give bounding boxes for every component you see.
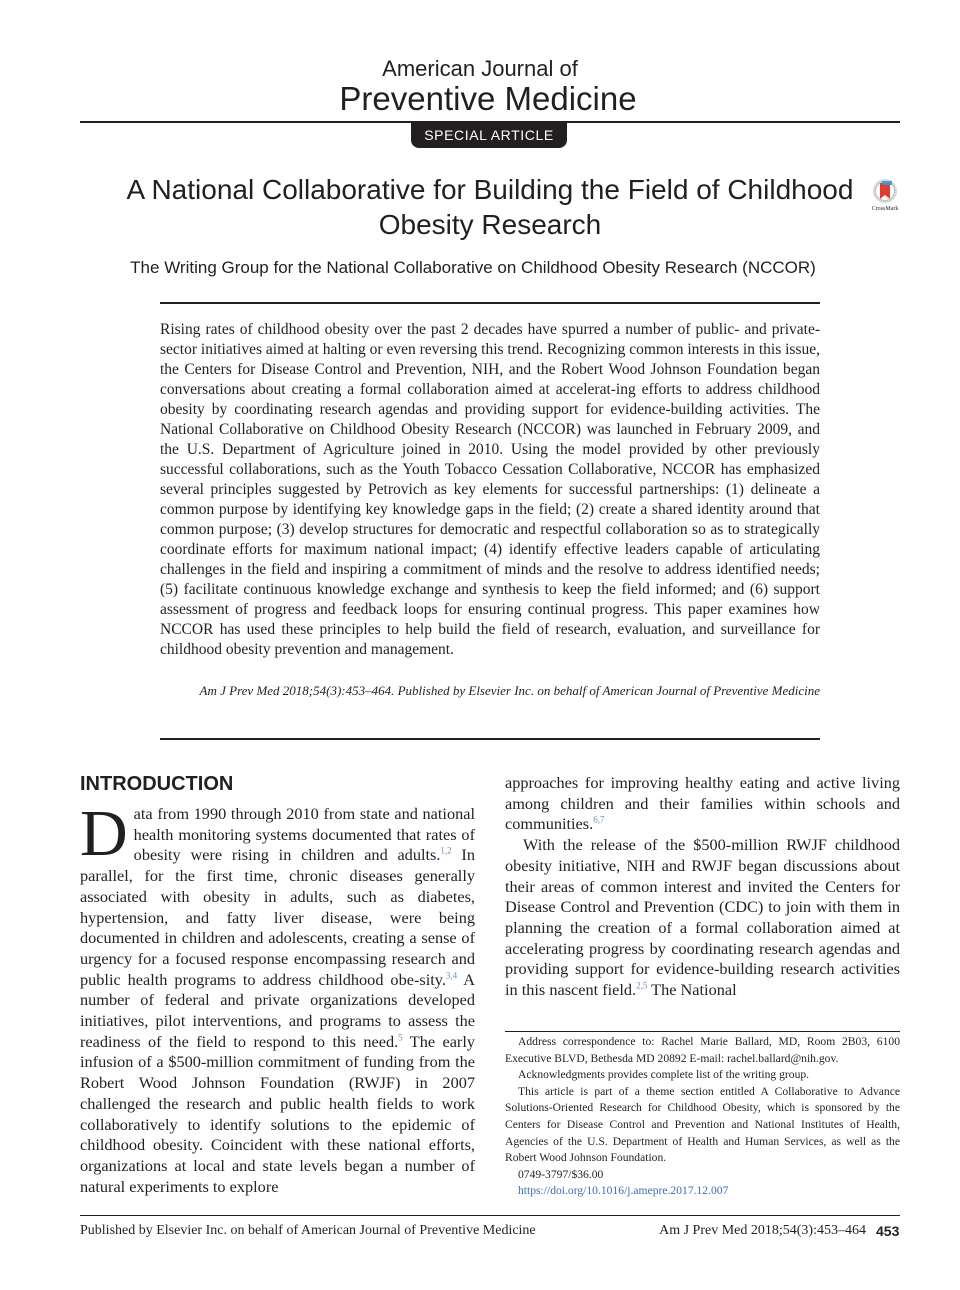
page-number: 453 [876, 1223, 900, 1239]
crossmark-label: CrossMark [871, 206, 899, 212]
footnote-issn: 0749-3797/$36.00 [518, 1167, 604, 1181]
intro-text-1: ata from 1990 through 2010 from state and national health monitoring systems documented that rates of obesity were rising in children and adults. [133, 804, 475, 865]
intro-right-p2: With the release of the $500-million RWJF childhood obesity initiative, NIH and RWJF began discussions about their areas of common interest and invited the Centers for Disease Control and Prevention (CDC) to join with them in planning the creation of a formal collaboration aimed at accelerating progress by coordinating research agendas and providing support for evidence-building research activities in this nascent field. [505, 835, 900, 1000]
reference-link[interactable]: 1,2 [440, 845, 452, 856]
crossmark-icon[interactable] [868, 178, 902, 214]
journal-name-line1: American Journal of [382, 56, 578, 81]
author-group: The Writing Group for the National Collaborative on Childhood Obesity Research (NCCOR) [130, 258, 816, 277]
footer-citation: Am J Prev Med 2018;54(3):453–464 [659, 1223, 866, 1238]
reference-link[interactable]: 2,5 [636, 980, 648, 991]
intro-text-4: The early infusion of a $500-million commitment of funding from the Robert Wood Johnson Foundation (RWJF) in 2007 challenged the research and public health fields to work collaboratively to identify solutions to the epidemic of childhood obesity. Coincident with these national efforts, organizations at local and state levels began a number of natural experiments to explore [80, 1031, 476, 1196]
reference-link[interactable]: 3,4 [445, 970, 458, 981]
footnotes [505, 1034, 900, 1200]
body-column-left [80, 797, 476, 1197]
article-title: A National Collaborative for Building the Field of Childhood Obesity Research [126, 174, 854, 240]
abstract-top-rule [160, 302, 820, 304]
footer-publisher: Published by Elsevier Inc. on behalf of American Journal of Preventive Medicine [80, 1223, 536, 1238]
article-type-badge: SPECIAL ARTICLE [411, 123, 567, 148]
doi-link[interactable]: https://doi.org/10.1016/j.amepre.2017.12.007 [518, 1184, 729, 1198]
footnote-rule [505, 1031, 900, 1032]
intro-right-p1: approaches for improving healthy eating and active living among children and their families within schools and communities. [505, 773, 900, 834]
abstract-bottom-rule [160, 738, 820, 740]
abstract-text: Rising rates of childhood obesity over the past 2 decades have spurred a number of public- and private-sector initiatives aimed at halting or even reversing this trend. Recognizing common interests in this issue, the Centers for Disease Control and Prevention, NIH, and the Robert Wood Johnson Foundation began conversations about creating a formal collaboration aimed at accelerat-ing efforts to address childhood obesity by coordinating research agendas and providing support for evidence-building activities. The National Collaborative on Childhood Obesity Research (NCCOR) was launched in February 2009, and the U.S. Department of Agriculture joined in 2010. Using the model provided by other previously successful collaborations, such as the Youth Tobacco Cessation Collaborative, NCCOR has emphasized several principles suggested by Petrovich as key elements for successful partnerships: (1) delineate a common purpose by identifying key knowledge gaps in the field; (2) create a shared identity around that common purpose; (3) develop structures for democratic and respectful collaboration so as to strategically coordinate efforts for maximum national impact; (4) identify effective leaders capable of articulating challenges in the field and inspiring a commitment of minds and the resolve to address identified needs; (5) facilitate continuous knowledge exchange and synthesis to keep the field informed; and (6) support assessment of progress and feedback loops for ensuring continual progress. This paper examines how NCCOR has used these principles to help build the field of research, evaluation, and surveillance for childhood obesity prevention and management. [160, 321, 820, 658]
drop-cap: D [80, 797, 128, 870]
journal-name-line2: Preventive Medicine [339, 80, 637, 117]
footer-rule [80, 1215, 900, 1216]
crossmark-logo [868, 178, 902, 206]
reference-link[interactable]: 6,7 [593, 814, 605, 825]
abstract-citation: Am J Prev Med 2018;54(3):453–464. Published by Elsevier Inc. on behalf of American Journal of Preventive Medicine [199, 683, 820, 698]
footnote-address: Address correspondence to: Rachel Marie Ballard, MD, Room 2B03, 6100 Executive BLVD, Bethesda MD 20892 E-mail: rachel.ballard@nih.gov. [505, 1035, 900, 1065]
section-heading-introduction: INTRODUCTION [80, 773, 234, 795]
reference-link[interactable]: 5 [398, 1032, 403, 1043]
intro-text-3: A number of federal and private organizations developed initiatives, pilot interventions, and programs to assess the readiness of the field to respond to this need. [80, 969, 475, 1051]
footnote-acknowledgments: Acknowledgments provides complete list of the writing group. [518, 1068, 810, 1082]
intro-right-p2-end: The National [647, 980, 737, 1000]
intro-text-2: In parallel, for the first time, chronic diseases generally associated with obesity in adults, such as diabetes, hypertension, and fatty liver disease, were being documented in children and adolescents, creating a sense of urgency for a focused response encompassing research and public health programs to address childhood obe-sity. [80, 845, 475, 989]
footnote-theme: This article is part of a theme section entitled A Collaborative to Advance Solutions-Oriented Research for Childhood Obesity, which is sponsored by the Centers for Disease Control and Prevention and National Institutes of Health, Agencies of the U.S. Department of Health and Human Services, as well as the Robert Wood Johnson Foundation. [505, 1084, 900, 1165]
body-column-right [505, 773, 900, 1001]
